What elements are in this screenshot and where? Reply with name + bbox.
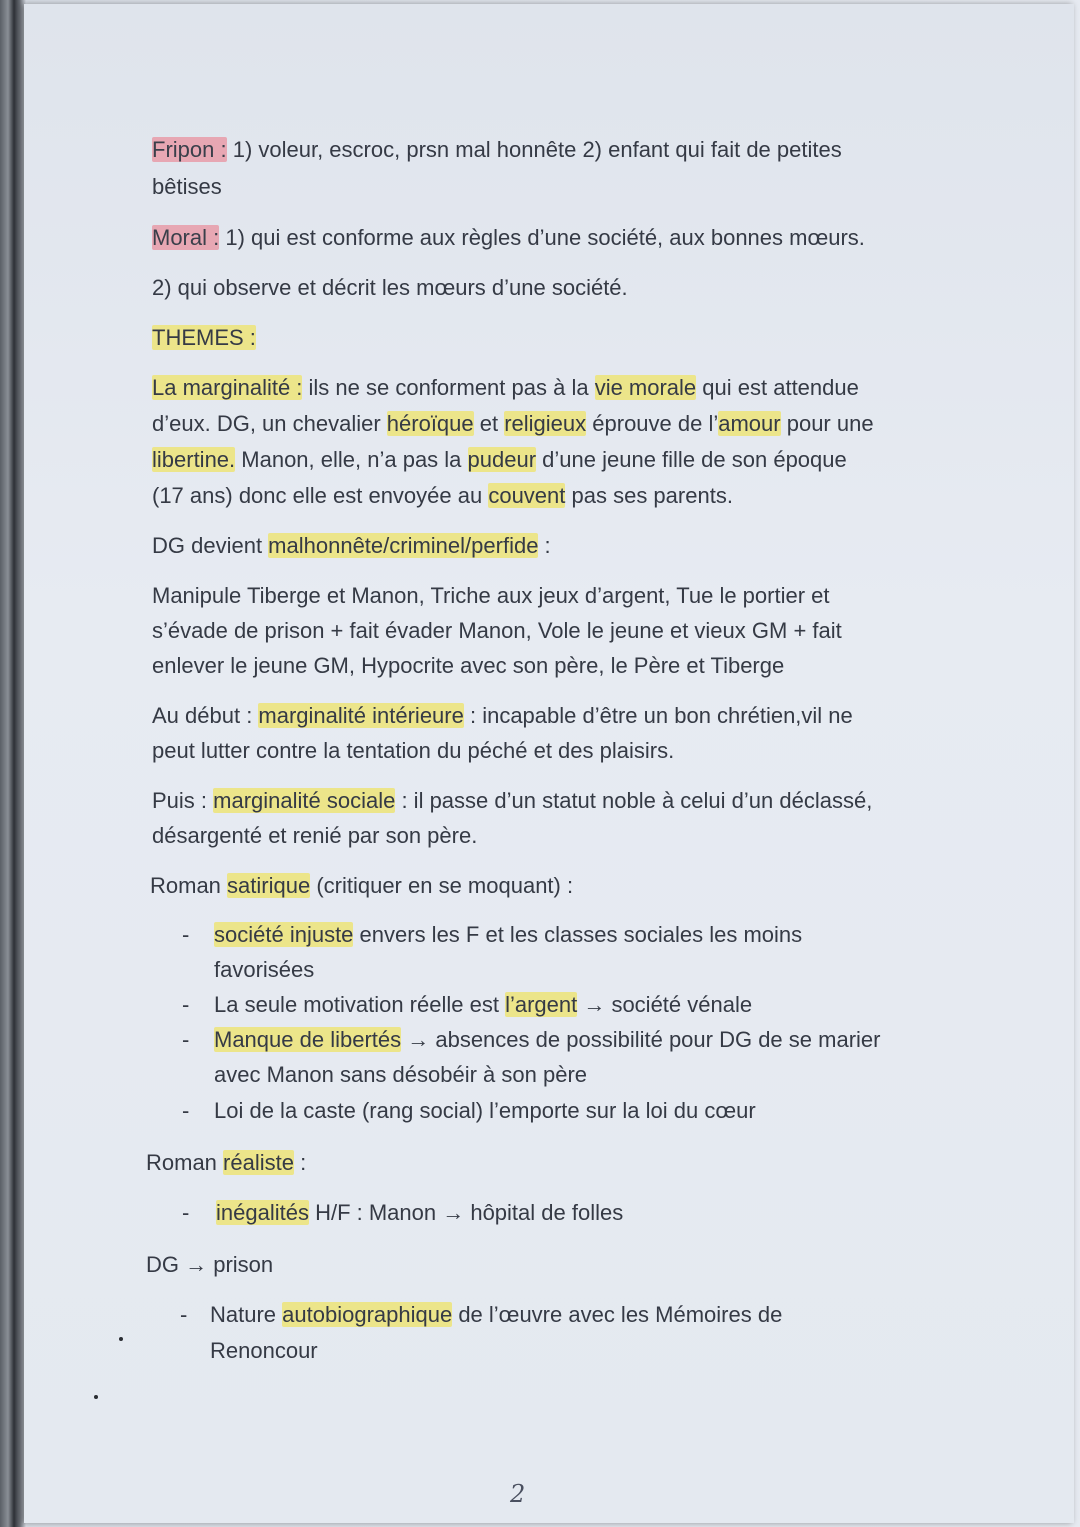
text: : bbox=[293, 1150, 307, 1175]
marginalite-line-1 bbox=[152, 370, 859, 405]
bullet-dash: - bbox=[182, 1098, 190, 1123]
term-moral: Moral : bbox=[152, 225, 220, 250]
text: pour une bbox=[780, 411, 874, 436]
hl-autobiographique: autobiographique bbox=[282, 1302, 453, 1327]
themes-heading-text: THEMES : bbox=[152, 325, 256, 350]
hl-realiste: réaliste bbox=[223, 1150, 294, 1175]
definition-text: 1) voleur, escroc, prsn mal honnête 2) enfant qui fait de petites bbox=[226, 137, 842, 162]
text: d’une jeune fille de son époque bbox=[536, 447, 847, 472]
manipule-line-3: enlever le jeune GM, Hypocrite avec son père, le Père et Tiberge bbox=[152, 653, 785, 678]
satire-bullet-1-cont: favorisées bbox=[214, 957, 315, 982]
text: → société vénale bbox=[577, 992, 753, 1017]
text: Manon, elle, n’a pas la bbox=[235, 447, 468, 472]
text: : il passe d’un statut noble à celui d’un déclassé, bbox=[395, 788, 873, 813]
hl-marginalite-interieure: marginalité intérieure bbox=[258, 703, 464, 728]
text: de l’œuvre avec les Mémoires de bbox=[452, 1302, 783, 1327]
themes-heading bbox=[152, 320, 256, 355]
hl-societe-injuste: société injuste bbox=[214, 922, 354, 947]
hl-manque-libertes: Manque de libertés bbox=[214, 1027, 402, 1052]
hl-argent: l’argent bbox=[505, 992, 578, 1017]
nature-bullet bbox=[210, 1297, 782, 1332]
roman-realiste bbox=[146, 1145, 306, 1180]
text: Roman bbox=[150, 873, 228, 898]
bullet-dash: - bbox=[182, 1027, 190, 1052]
realiste-bullet-1 bbox=[216, 1195, 623, 1230]
au-debut-line-2: peut lutter contre la tentation du péché et des plaisirs. bbox=[152, 738, 675, 763]
text: Puis : bbox=[152, 788, 214, 813]
hl-marginalite: La marginalité : bbox=[152, 375, 303, 400]
satire-bullet-2 bbox=[214, 987, 752, 1022]
dg-devient bbox=[152, 528, 551, 563]
hl-vie-morale: vie morale bbox=[594, 375, 697, 400]
page-number: 2 bbox=[510, 1480, 526, 1508]
term-fripon: Fripon : bbox=[152, 137, 227, 162]
paper-mark bbox=[94, 1395, 98, 1399]
hl-marginalite-sociale: marginalité sociale bbox=[213, 788, 396, 813]
hl-libertine: libertine. bbox=[152, 447, 236, 472]
text: Nature bbox=[210, 1302, 283, 1327]
definition-text: 1) qui est conforme aux règles d’une société, aux bonnes mœurs. bbox=[219, 225, 865, 250]
hl-couvent: couvent bbox=[488, 483, 566, 508]
dg-prison: DG → prison bbox=[146, 1252, 274, 1277]
text: (17 ans) donc elle est envoyée au bbox=[152, 483, 489, 508]
text: DG devient bbox=[152, 533, 269, 558]
text: et bbox=[473, 411, 505, 436]
puis-line-2: désargenté et renié par son père. bbox=[152, 823, 478, 848]
text: La seule motivation réelle est bbox=[214, 992, 506, 1017]
text: qui est attendue bbox=[696, 375, 859, 400]
hl-pudeur: pudeur bbox=[467, 447, 537, 472]
bullet-dash: - bbox=[180, 1302, 188, 1327]
satire-bullet-1 bbox=[214, 917, 802, 952]
satire-bullet-3 bbox=[214, 1022, 880, 1057]
bullet-dash: - bbox=[182, 992, 190, 1017]
definition-moral-2: 2) qui observe et décrit les mœurs d’une société. bbox=[152, 275, 628, 300]
definition-fripon bbox=[152, 132, 842, 167]
text: : incapable d’être un bon chrétien,vil ne bbox=[463, 703, 853, 728]
paper-mark bbox=[119, 1337, 123, 1341]
nature-bullet-cont: Renoncour bbox=[210, 1338, 318, 1363]
hl-amour: amour bbox=[718, 411, 781, 436]
text: envers les F et les classes sociales les moins bbox=[353, 922, 803, 947]
satire-bullet-3-cont: avec Manon sans désobéir à son père bbox=[214, 1062, 588, 1087]
text: (critiquer en se moquant) : bbox=[310, 873, 574, 898]
bullet-dash: - bbox=[182, 922, 190, 947]
text: ils ne se conforment pas à la bbox=[302, 375, 595, 400]
text: d’eux. DG, un chevalier bbox=[152, 411, 387, 436]
marginalite-line-2 bbox=[152, 406, 874, 441]
text: Roman bbox=[146, 1150, 224, 1175]
puis-line-1 bbox=[152, 783, 872, 818]
hl-inegalites: inégalités bbox=[216, 1200, 309, 1225]
text: H/F : Manon → hôpital de folles bbox=[308, 1200, 624, 1225]
hl-heroique: héroïque bbox=[386, 411, 474, 436]
hl-religieux: religieux bbox=[504, 411, 587, 436]
text: éprouve de l’ bbox=[586, 411, 719, 436]
definition-fripon-cont: bêtises bbox=[152, 174, 222, 199]
roman-satirique bbox=[150, 868, 573, 903]
text: pas ses parents. bbox=[565, 483, 733, 508]
satire-bullet-4: Loi de la caste (rang social) l’emporte sur la loi du cœur bbox=[214, 1098, 756, 1123]
marginalite-line-3 bbox=[152, 442, 847, 477]
au-debut-line-1 bbox=[152, 698, 853, 733]
document-page bbox=[24, 4, 1074, 1523]
text: → absences de possibilité pour DG de se marier bbox=[401, 1027, 881, 1052]
bullet-dash: - bbox=[182, 1200, 190, 1225]
manipule-line-1: Manipule Tiberge et Manon, Triche aux jeux d’argent, Tue le portier et bbox=[152, 583, 830, 608]
text: : bbox=[538, 533, 551, 558]
hl-satirique: satirique bbox=[227, 873, 311, 898]
manipule-line-2: s’évade de prison + fait évader Manon, Vole le jeune et vieux GM + fait bbox=[152, 618, 842, 643]
marginalite-line-4 bbox=[152, 478, 733, 513]
hl-malhonnete: malhonnête/criminel/perfide bbox=[268, 533, 539, 558]
definition-moral bbox=[152, 220, 865, 255]
text: Au début : bbox=[152, 703, 259, 728]
